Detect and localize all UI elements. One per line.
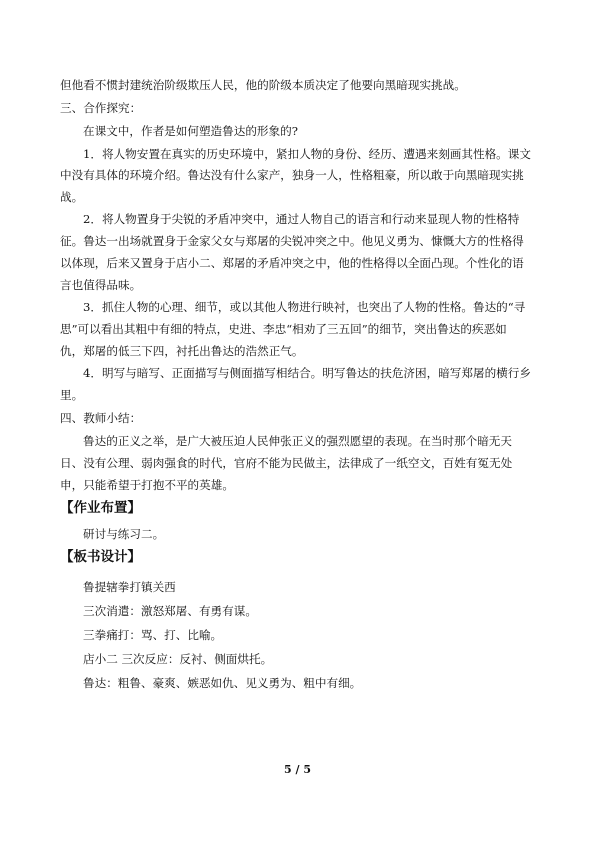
- section-heading-cooperative-inquiry: 三、合作探究：: [60, 101, 142, 115]
- paragraph-line: 日、没有公理、弱肉强食的时代，官府不能为民做主，法律成了一纸空文，百姓有冤无处: [60, 456, 513, 470]
- board-line: 三拳痛打：骂、打、比喻。: [83, 628, 223, 642]
- paragraph-line: 2．将人物置身于尖锐的矛盾冲突中，通过人物自己的语言和行动来显现人物的性格特: [83, 212, 520, 226]
- paragraph-line: 战。: [60, 190, 84, 204]
- board-line: 三次消遣：激怒郑屠、有勇有谋。: [83, 604, 257, 618]
- board-line: 鲁提辖拳打镇关西: [83, 580, 176, 594]
- page-number: 5 / 5: [284, 763, 311, 776]
- paragraph-line: 里。: [60, 388, 84, 402]
- paragraph-line: 以体现，后来又置身于店小二、郑屠的矛盾冲突之中，他的性格得以全面凸现。个性化的语: [60, 256, 524, 270]
- section-heading-teacher-summary: 四、教师小结：: [60, 411, 142, 425]
- board-line: 鲁达：粗鲁、豪爽、嫉恶如仇、见义勇为、粗中有细。: [83, 676, 362, 690]
- paragraph-line: 仇，郑屠的低三下四，衬托出鲁达的浩然正气。: [60, 344, 304, 358]
- paragraph-line: 1．将人物安置在真实的历史环境中，紧扣人物的身份、经历、遭遇来刻画其性格。课文: [83, 147, 531, 161]
- paragraph-line: 中没有具体的环境介绍。鲁达没有什么家产，独身一人，性格粗豪，所以敢于向黑暗现实挑: [60, 168, 524, 182]
- paragraph-line: 征。鲁达一出场就置身于金家父女与郑屠的尖锐冲突之中。他见义勇为、慷慨大方的性格得: [60, 234, 524, 248]
- paragraph-line: 4．明写与暗写、正面描写与侧面描写相结合。明写鲁达的扶危济困，暗写郑屠的横行乡: [83, 366, 531, 380]
- homework-text: 研讨与练习二。: [83, 527, 165, 541]
- board-design-heading: 【板书设计】: [60, 549, 141, 565]
- board-line: 店小二 三次反应：反衬、侧面烘托。: [83, 652, 273, 666]
- paragraph-line: 3．抓住人物的心理、细节，或以其他人物进行映衬，也突出了人物的性格。鲁达的“寻: [83, 300, 526, 314]
- paragraph-line: 申，只能希望于打抱不平的英雄。: [60, 478, 234, 492]
- homework-heading: 【作业布置】: [60, 500, 141, 516]
- paragraph-line: 在课文中，作者是如何塑造鲁达的形象的?: [83, 124, 298, 138]
- paragraph-line: 鲁达的正义之举，是广大被压迫人民伸张正义的强烈愿望的表现。在当时那个暗无天: [83, 434, 512, 448]
- paragraph-line: 但他看不惯封建统治阶级欺压人民，他的阶级本质决定了他要向黑暗现实挑战。: [60, 78, 466, 92]
- paragraph-line: 思”可以看出其粗中有细的特点，史进、李忠“相劝了三五回”的细节，突出鲁达的疾恶如: [60, 322, 507, 336]
- paragraph-line: 言也值得品味。: [60, 278, 142, 292]
